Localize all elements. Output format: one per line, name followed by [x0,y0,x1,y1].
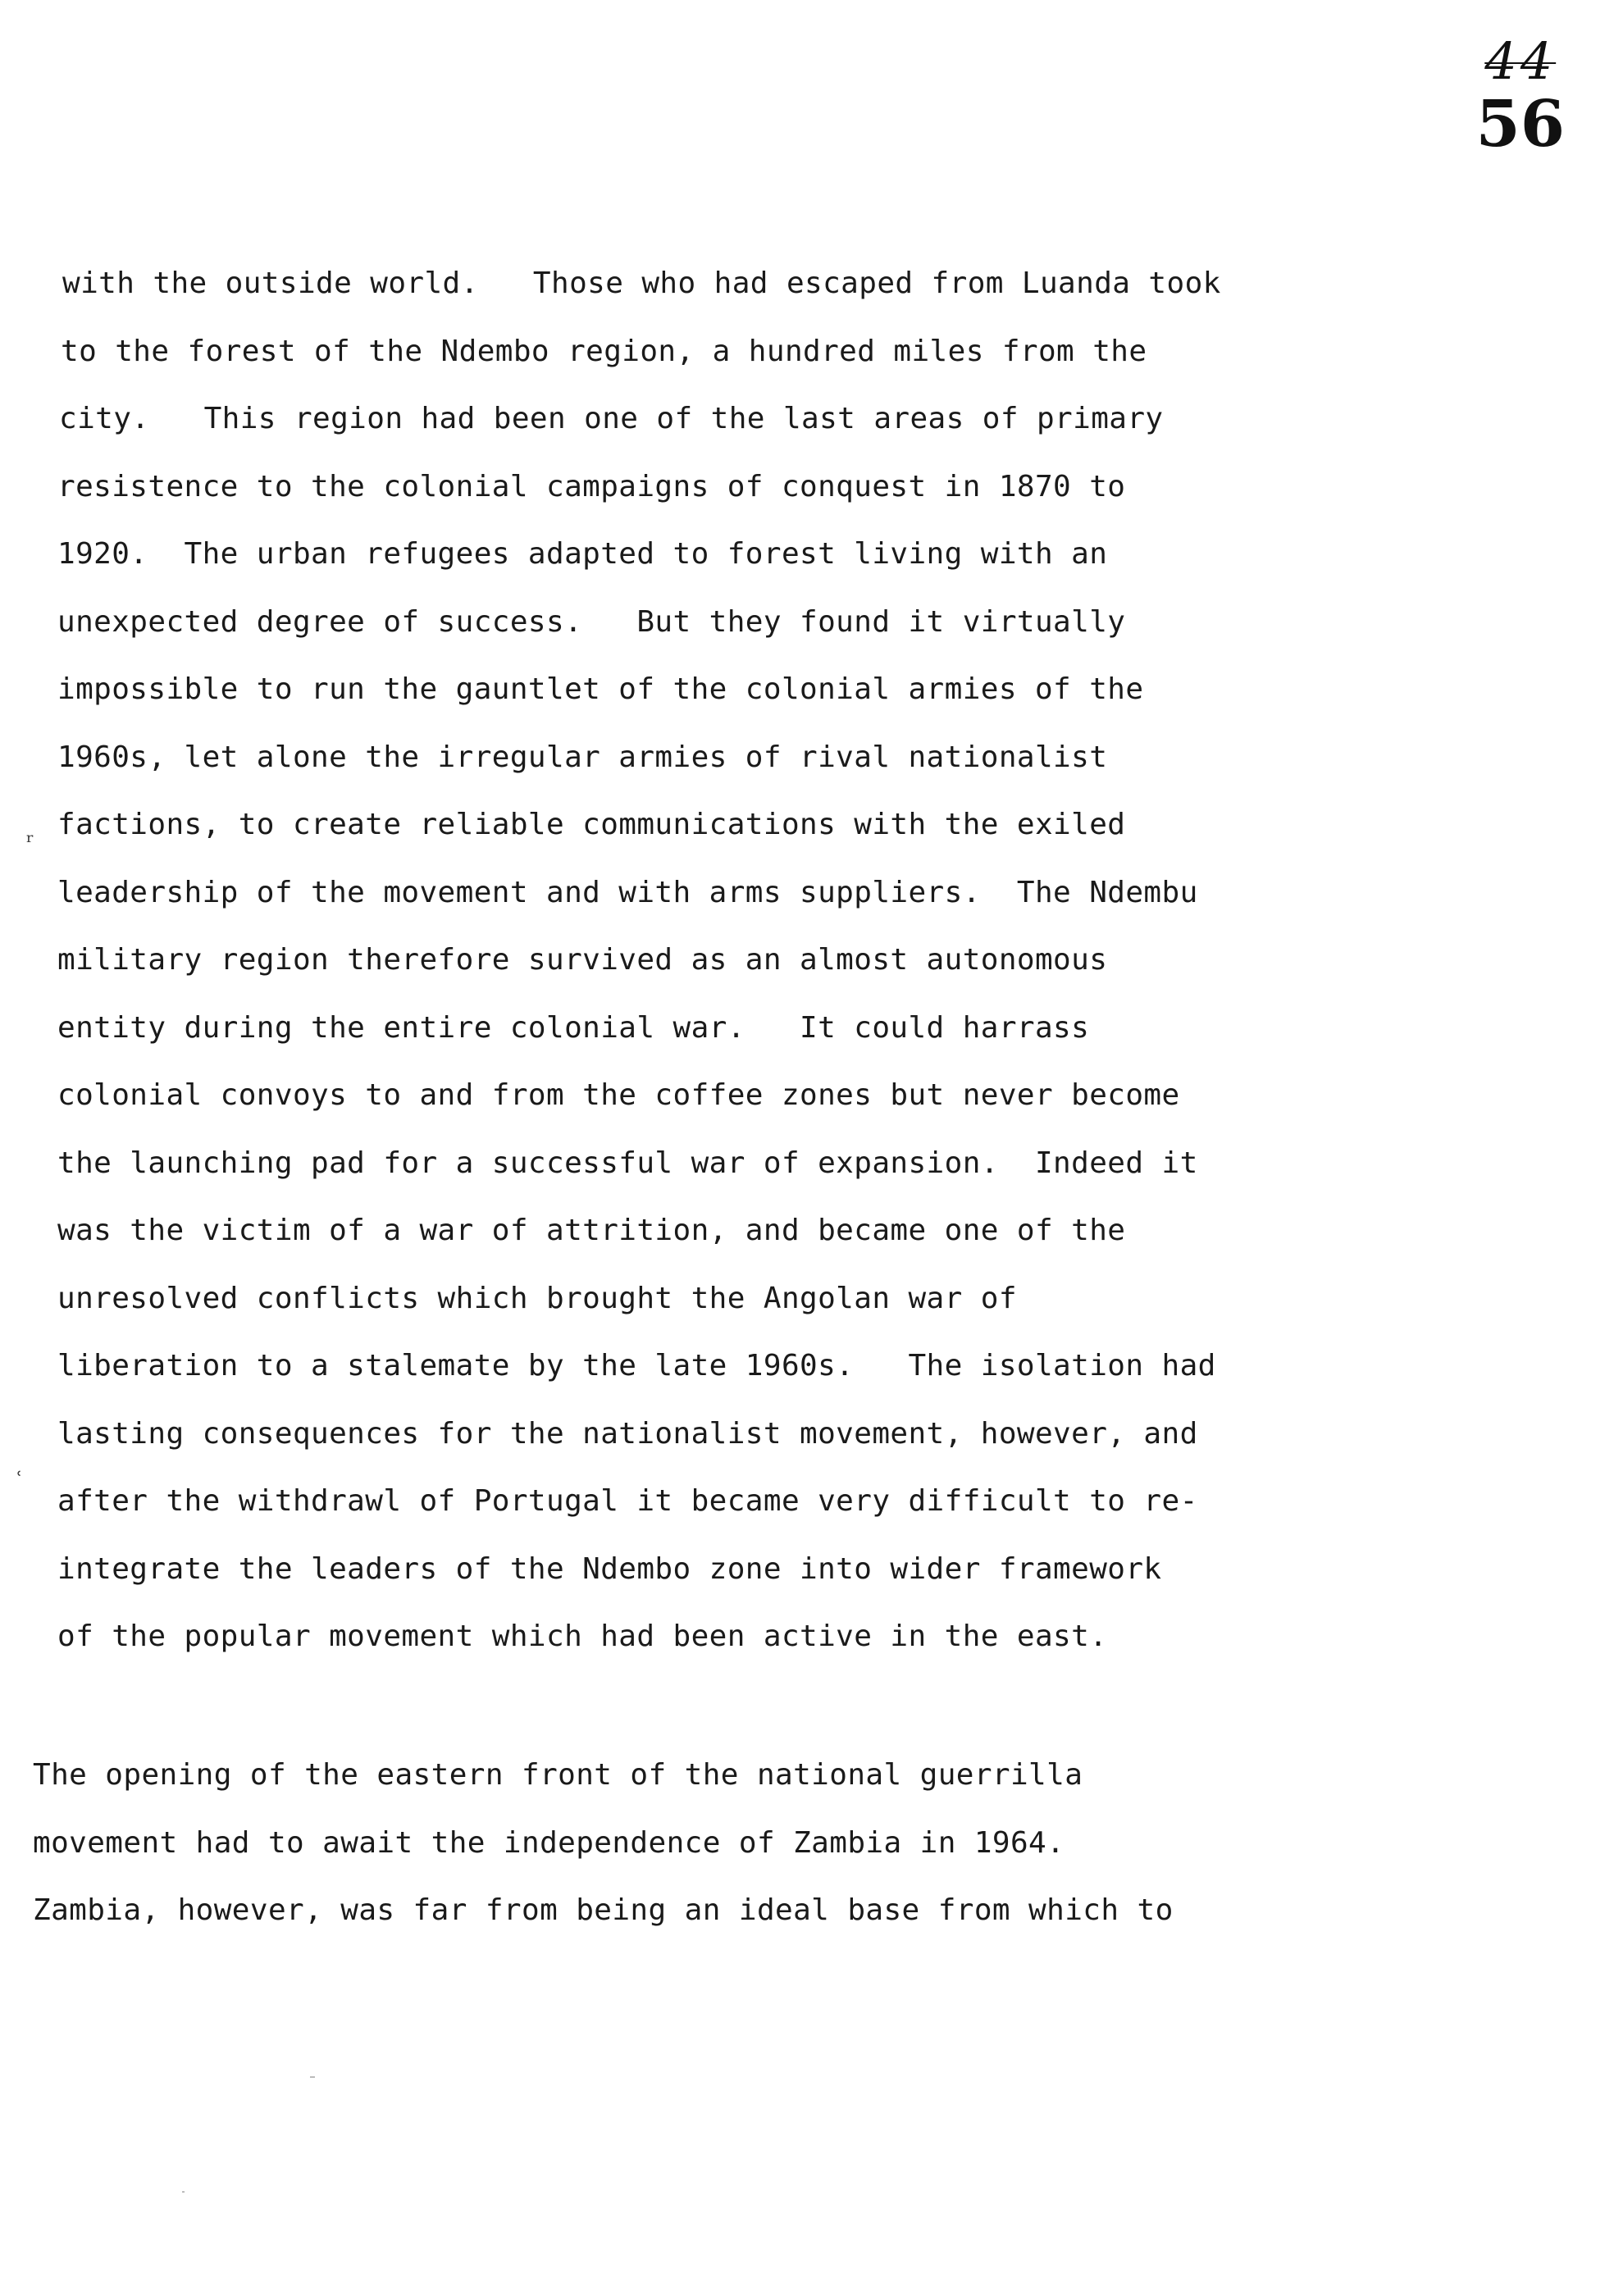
text-line: colonial convoys to and from the coffee zones but never become [57,1078,1180,1112]
text-line: leadership of the movement and with arms suppliers. The Ndembu [57,875,1198,909]
text-line: liberation to a stalemate by the late 1960s. The isolation had [57,1349,1216,1383]
text-line: integrate the leaders of the Ndembo zone into wider framework [57,1551,1162,1586]
text-line: entity during the entire colonial war. It could harrass [57,1010,1090,1045]
text-line: to the forest of the Ndembo region, a hundred miles from the [61,334,1147,368]
text-line: of the popular movement which had been active in the east. [57,1620,1108,1653]
margin-mark: ʳ [26,828,34,855]
text-line: movement had to await the independence of Zambia in 1964. [33,1825,1065,1860]
text-line: Zambia, however, was far from being an ideal base from which to [33,1893,1174,1927]
scan-speck [310,2076,315,2078]
margin-mark: ʿ [16,1468,23,1491]
text-line: impossible to run the gauntlet of the colonial armies of the [57,672,1144,706]
text-line: The opening of the eastern front of the national guerrilla [33,1758,1083,1792]
text-line: 1960s, let alone the irregular armies of rival nationalist [57,740,1108,774]
text-line: factions, to create reliable communications with the exiled [57,808,1126,841]
text-line: unresolved conflicts which brought the Angolan war of [57,1281,1017,1315]
page-number [1475,31,1565,162]
text-line: resistence to the colonial campaigns of conquest in 1870 to [57,469,1126,503]
body-paragraph-2 [33,1742,1378,1945]
body-paragraph-1 [57,250,1402,1671]
text-line: was the victim of a war of attrition, and became one of the [57,1214,1126,1247]
text-line: city. This region had been one of the last areas of primary [59,402,1164,435]
text-line: the launching pad for a successful war of expansion. Indeed it [57,1146,1198,1180]
text-line: with the outside world. Those who had escaped from Luanda took [62,266,1221,300]
text-line: lasting consequences for the nationalist movement, however, and [57,1416,1198,1451]
page-number-original: 44 [1484,31,1557,91]
text-line: military region therefore survived as an almost autonomous [57,943,1108,977]
page-number-current: 56 [1475,87,1565,162]
text-line: 1920. The urban refugees adapted to forest living with an [57,537,1108,571]
text-line: unexpected degree of success. But they found it virtually [57,604,1126,639]
text-line: after the withdrawl of Portugal it became very difficult to re- [57,1484,1198,1518]
scan-speck [182,2191,185,2193]
